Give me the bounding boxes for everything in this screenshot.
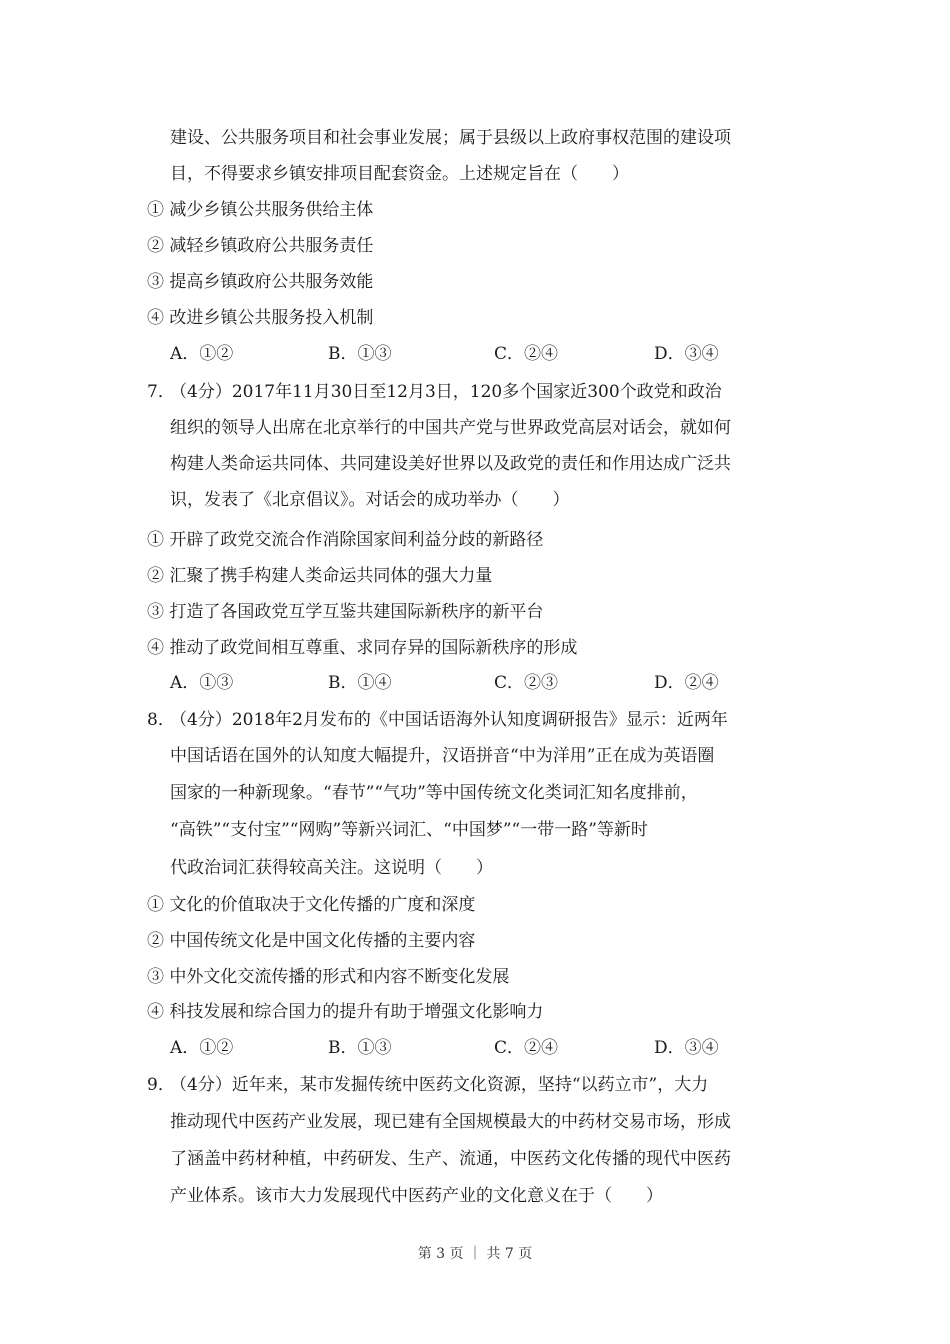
- question-8-number: 8．: [147, 710, 175, 730]
- q9-line-4: 产业体系。该市大力发展现代中医药产业的文化意义在于（ ）: [170, 1186, 663, 1206]
- page-footer: 第 3 页 ｜ 共 7 页: [417, 1246, 533, 1262]
- q8-option-4: ④ 科技发展和综合国力的提升有助于增强文化影响力: [147, 1002, 544, 1022]
- choice-d[interactable]: D．③④: [654, 344, 719, 364]
- q8-line-2: 中国话语在国外的认知度大幅提升，汉语拼音“中为洋用”正在成为英语圈: [170, 746, 715, 766]
- intro-option-3: ③ 提高乡镇政府公共服务效能: [147, 272, 374, 292]
- choice-d[interactable]: D．②④: [654, 673, 719, 693]
- q9-line-1: （4分）近年来，某市发掘传统中医药文化资源，坚持“以药立市”，大力: [170, 1075, 709, 1095]
- intro-option-4: ④ 改进乡镇公共服务投入机制: [147, 308, 374, 328]
- intro-option-2: ② 减轻乡镇政府公共服务责任: [147, 236, 374, 256]
- q8-option-2: ② 中国传统文化是中国文化传播的主要内容: [147, 931, 476, 951]
- q7-line-2: 组织的领导人出席在北京举行的中国共产党与世界政党高层对话会，就如何: [170, 418, 731, 438]
- intro-line-2: 目，不得要求乡镇安排项目配套资金。上述规定旨在（ ）: [170, 164, 629, 184]
- choice-c[interactable]: C．②④: [494, 344, 559, 364]
- q7-option-1: ① 开辟了政党交流合作消除国家间利益分歧的新路径: [147, 530, 544, 550]
- intro-line-1: 建设、公共服务项目和社会事业发展；属于县级以上政府事权范围的建设项: [170, 128, 731, 148]
- choice-a[interactable]: A．①③: [170, 673, 234, 693]
- q9-line-3: 了涵盖中药材种植，中药研发、生产、流通，中医药文化传播的现代中医药: [170, 1149, 731, 1169]
- choice-a[interactable]: A．①②: [170, 344, 234, 364]
- question-9-number: 9．: [147, 1075, 175, 1095]
- q7-line-3: 构建人类命运共同体、共同建设美好世界以及政党的责任和作用达成广泛共: [170, 454, 731, 474]
- choice-c[interactable]: C．②④: [494, 1038, 559, 1058]
- q8-option-1: ① 文化的价值取决于文化传播的广度和深度: [147, 895, 476, 915]
- q7-line-4: 识，发表了《北京倡议》。对话会的成功举办（ ）: [170, 490, 570, 510]
- q7-option-3: ③ 打造了各国政党互学互鉴共建国际新秩序的新平台: [147, 602, 544, 622]
- q8-line-5: 代政治词汇获得较高关注。这说明（ ）: [170, 858, 493, 878]
- q7-option-4: ④ 推动了政党间相互尊重、求同存异的国际新秩序的形成: [147, 638, 578, 658]
- choice-c[interactable]: C．②③: [494, 673, 559, 693]
- q9-line-2: 推动现代中医药产业发展，现已建有全国规模最大的中药材交易市场，形成: [170, 1112, 731, 1132]
- question-7-number: 7．: [147, 382, 175, 402]
- choice-d[interactable]: D．③④: [654, 1038, 719, 1058]
- choice-b[interactable]: B．①③: [328, 344, 392, 364]
- choice-b[interactable]: B．①④: [328, 673, 392, 693]
- q7-line-1: （4分）2017年11月30日至12月3日，120多个国家近300个政党和政治: [170, 382, 722, 402]
- q8-line-1: （4分）2018年2月发布的《中国话语海外认知度调研报告》显示：近两年: [170, 710, 728, 730]
- choice-a[interactable]: A．①②: [170, 1038, 234, 1058]
- choice-b[interactable]: B．①③: [328, 1038, 392, 1058]
- intro-option-1: ① 减少乡镇公共服务供给主体: [147, 200, 374, 220]
- q8-line-4: “高铁”“支付宝”“网购”等新兴词汇、“中国梦”“一带一路”等新时: [170, 820, 648, 840]
- q8-option-3: ③ 中外文化交流传播的形式和内容不断变化发展: [147, 967, 510, 987]
- q8-line-3: 国家的一种新现象。“春节”“气功”等中国传统文化类词汇知名度排前，: [170, 783, 698, 803]
- q7-option-2: ② 汇聚了携手构建人类命运共同体的强大力量: [147, 566, 493, 586]
